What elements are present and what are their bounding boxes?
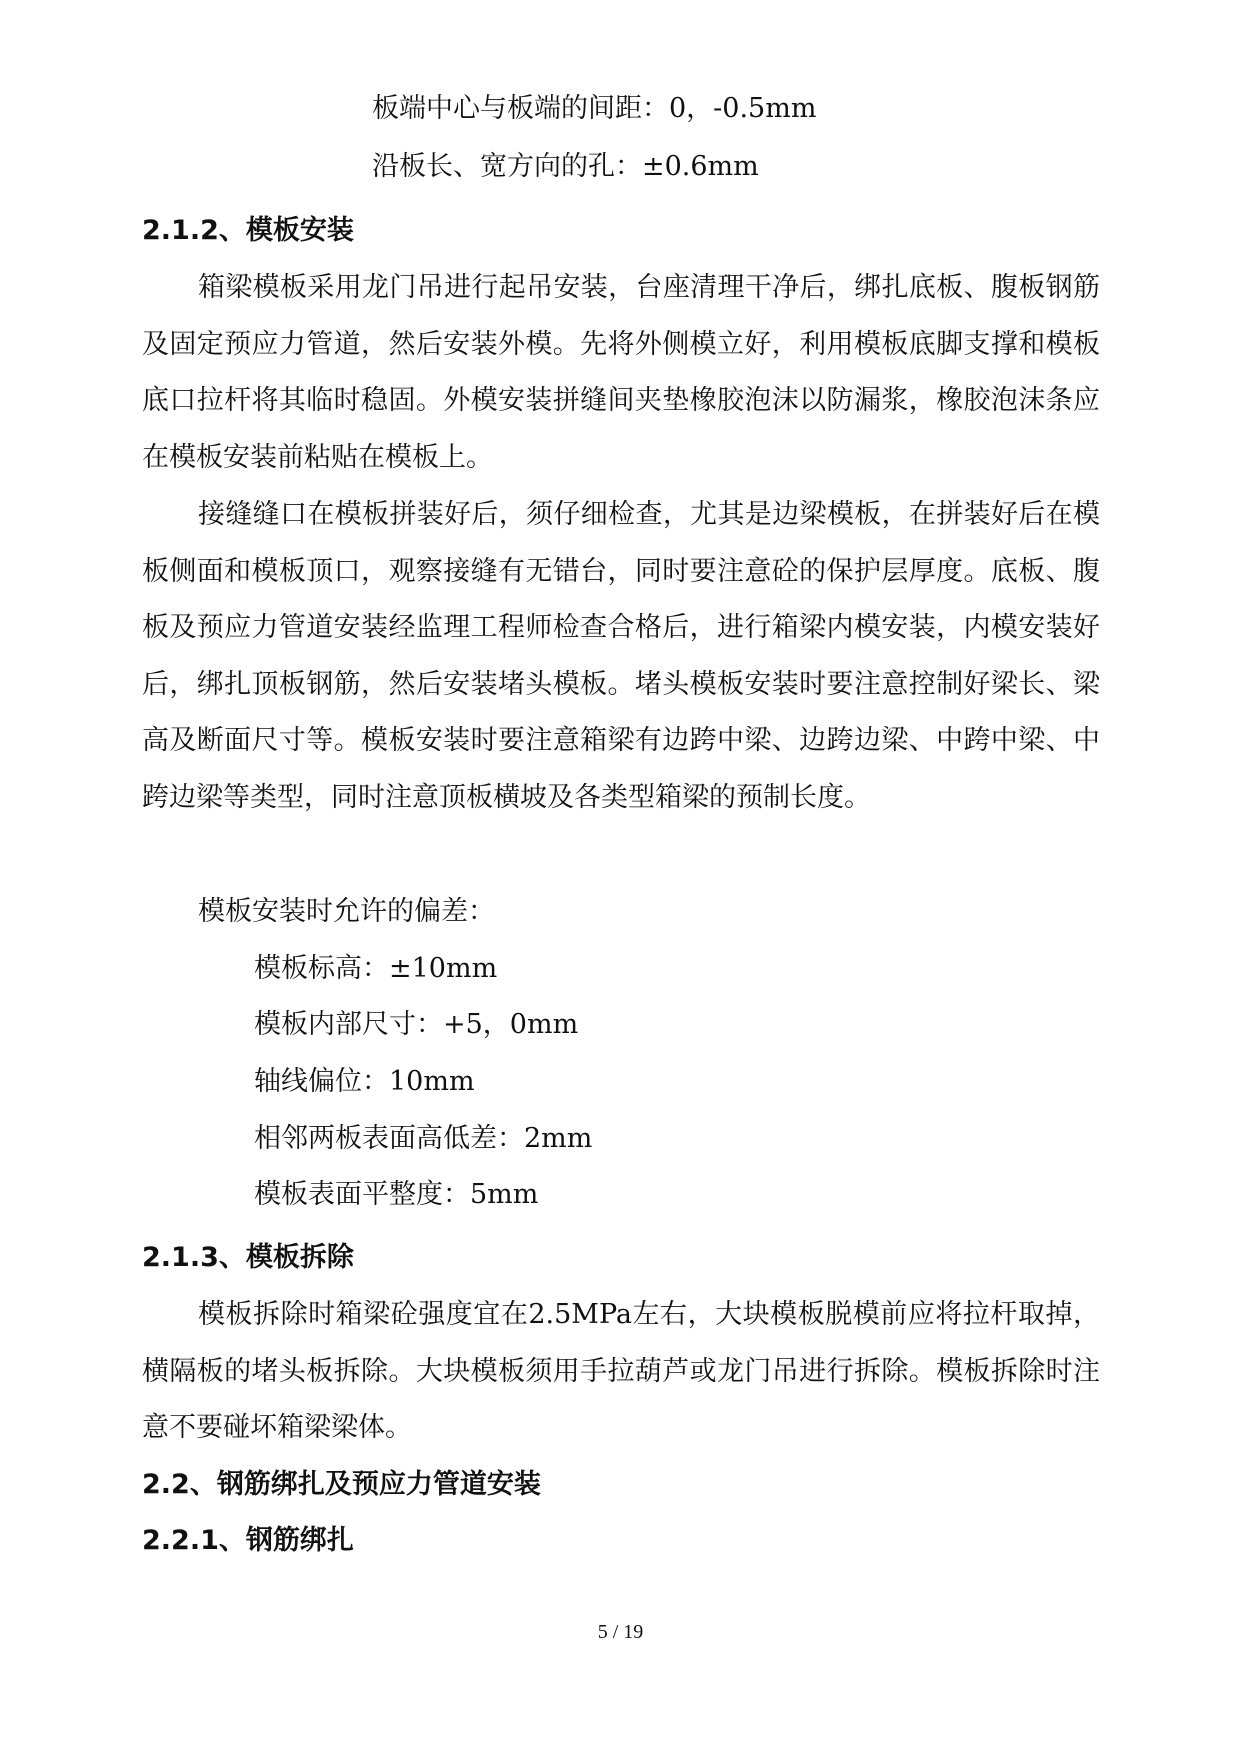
- tolerance-item: 相邻两板表面高低差：2mm: [254, 1123, 593, 1154]
- tolerance-item: 轴线偏位：10mm: [254, 1066, 475, 1097]
- page-number: 5 / 19: [597, 1621, 644, 1643]
- tolerance-line-hole: 沿板长、宽方向的孔：±0.6mm: [372, 151, 759, 182]
- tolerance-line-end-distance: 板端中心与板端的间距：0，-0.5mm: [372, 93, 817, 124]
- section-heading-2-2: 2.2、钢筋绑扎及预应力管道安装: [142, 1469, 541, 1500]
- section-heading-2-1-3: 2.1.3、模板拆除: [142, 1242, 354, 1273]
- tolerance-list-title: 模板安装时允许的偏差：: [198, 896, 495, 927]
- paragraph-formwork-install-2: 接缝缝口在模板拼装好后，须仔细检查，尤其是边梁模板，在拼装好后在模板侧面和模板顶口，观察接缝有无错台，同时要注意砼的保护层厚度。底板、腹板及预应力管道安装经监理工程师检查合格后，进行箱梁内模安装，内模安装好后，绑扎顶板钢筋，然后安装堵头模板。堵头模板安装时要注意控制好梁长、梁高及断面尺寸等。模板安装时要注意箱梁有边跨中梁、边跨边梁、中跨中梁、中跨边梁等类型，同时注意顶板横坡及各类型箱梁的预制长度。: [142, 499, 1100, 813]
- tolerance-item: 模板表面平整度：5mm: [254, 1179, 539, 1210]
- section-heading-2-1-2: 2.1.2、模板安装: [142, 215, 354, 246]
- tolerance-item: 模板标高：±10mm: [254, 953, 498, 984]
- paragraph-formwork-install-1: 箱梁模板采用龙门吊进行起吊安装，台座清理干净后，绑扎底板、腹板钢筋及固定预应力管道，然后安装外模。先将外侧模立好，利用模板底脚支撑和模板底口拉杆将其临时稳固。外模安装拼缝间夹垫橡胶泡沫以防漏浆，橡胶泡沫条应在模板安装前粘贴在模板上。: [142, 272, 1100, 473]
- paragraph-formwork-removal: 模板拆除时箱梁砼强度宜在2.5MPa左右，大块模板脱模前应将拉杆取掉，横隔板的堵头板拆除。大块模板须用手拉葫芦或龙门吊进行拆除。模板拆除时注意不要碰坏箱梁梁体。: [142, 1299, 1100, 1443]
- tolerance-item: 模板内部尺寸：+5，0mm: [254, 1009, 579, 1040]
- section-heading-2-2-1: 2.2.1、钢筋绑扎: [142, 1525, 354, 1556]
